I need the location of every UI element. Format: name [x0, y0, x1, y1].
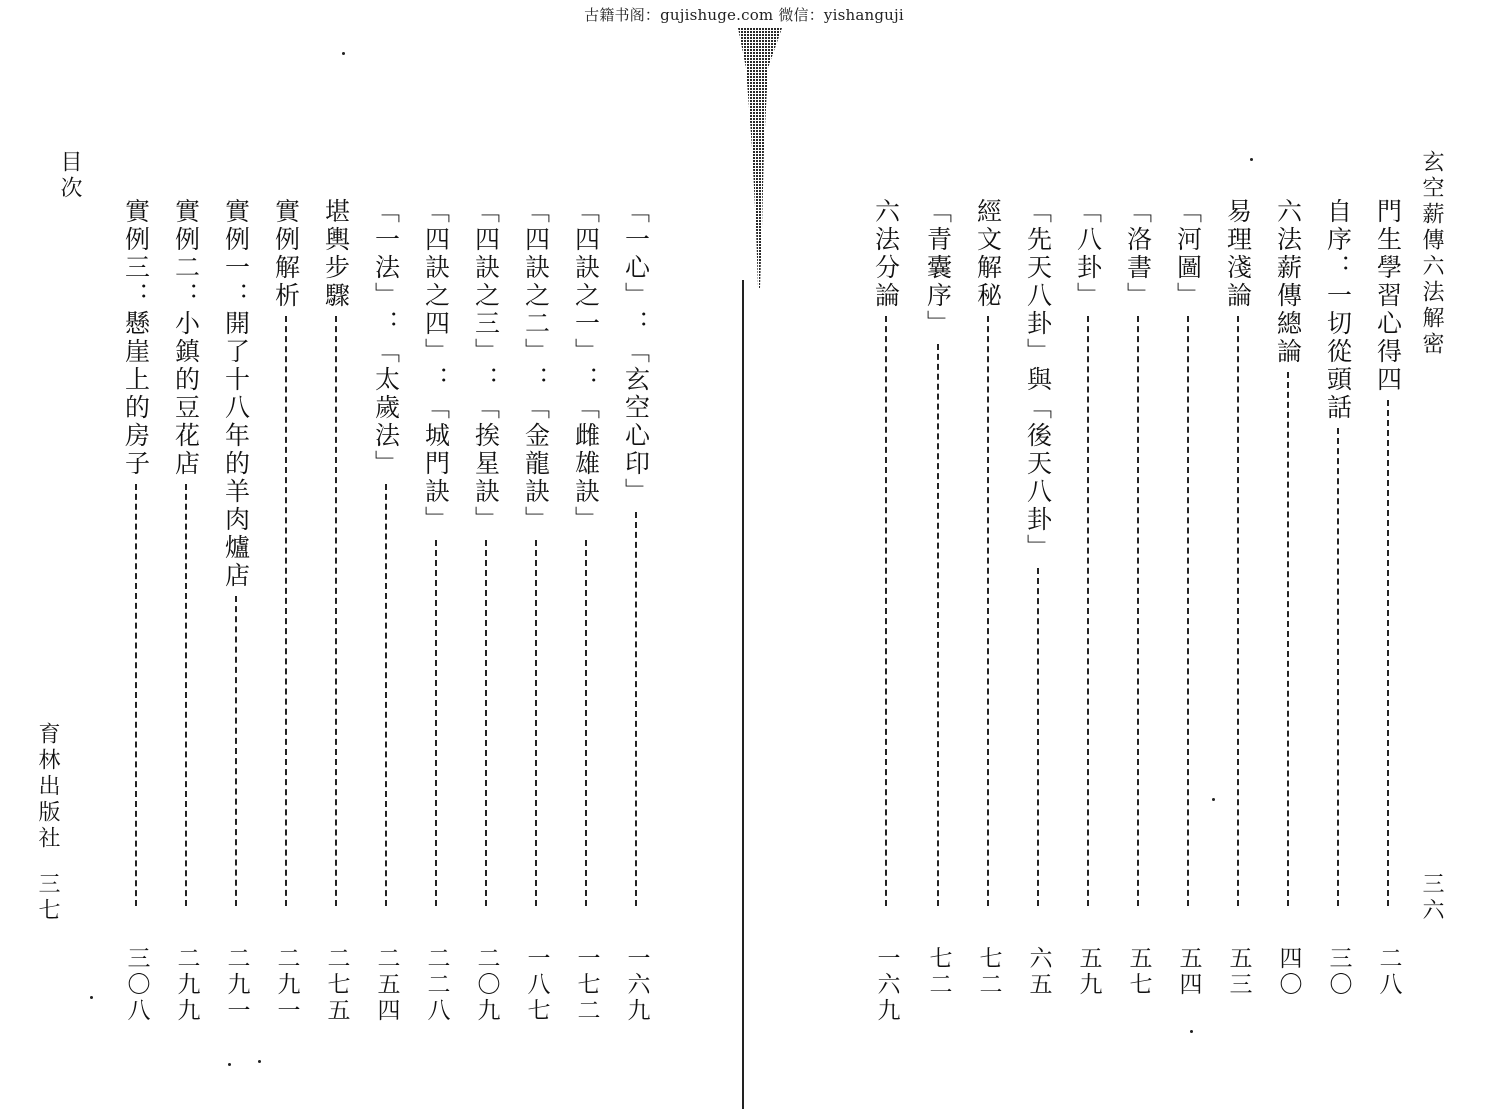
toc-leader-line	[1037, 568, 1039, 906]
toc-entry	[166, 198, 206, 1024]
toc-entry	[968, 198, 1008, 1018]
scan-speck	[228, 1063, 231, 1066]
toc-leader-line	[635, 512, 637, 906]
page-number: 三七	[35, 872, 60, 924]
toc-entry-page: 六五	[1025, 946, 1052, 998]
toc-entry	[416, 198, 456, 1024]
toc-entry	[266, 198, 306, 1024]
toc-entry-title: 「洛書」	[1123, 198, 1153, 310]
toc-entry-title: 自序：一切從頭話	[1323, 198, 1353, 422]
toc-entry	[366, 198, 406, 1024]
spine-shadow	[738, 28, 782, 288]
publisher-name: 育林出版社	[35, 722, 60, 852]
toc-entry	[616, 198, 656, 1024]
toc-leader-line	[285, 316, 287, 906]
toc-entry-page: 一六九	[623, 946, 650, 1024]
toc-leader-line	[1137, 316, 1139, 906]
toc-entry-title: 「先天八卦」與「後天八卦」	[1023, 198, 1053, 562]
toc-entry	[1018, 198, 1058, 1018]
toc-entry-page: 三〇八	[123, 946, 150, 1024]
toc-entry-page: 五三	[1225, 946, 1252, 998]
gutter-line	[742, 280, 744, 1109]
toc-leader-line	[1087, 316, 1089, 906]
toc-entry-page: 二九九	[173, 946, 200, 1024]
scan-speck	[258, 1060, 261, 1063]
toc-entry-page: 二九一	[273, 946, 300, 1024]
contents-header: 目次	[57, 150, 82, 202]
toc-leader-line	[135, 484, 137, 906]
toc-entry	[918, 198, 958, 1018]
toc-leader-line	[1337, 428, 1339, 906]
toc-entry-page: 三〇	[1325, 946, 1352, 998]
toc-entry-title: 經文解秘	[973, 198, 1003, 310]
toc-entry-page: 二九一	[223, 946, 250, 1024]
toc-leader-line	[1237, 316, 1239, 906]
scan-speck	[1190, 1030, 1193, 1033]
page-number: 三六	[1419, 872, 1444, 924]
toc-leader-line	[435, 540, 437, 906]
toc-entry	[1268, 198, 1308, 1018]
toc-entry-page: 一七二	[573, 946, 600, 1024]
toc-entry-title: 實例三：懸崖上的房子	[121, 198, 151, 478]
toc-entry-page: 二八	[1375, 946, 1402, 998]
toc-entry-page: 五四	[1175, 946, 1202, 998]
toc-leader-line	[1387, 400, 1389, 906]
toc-entry-title: 「河圖」	[1173, 198, 1203, 310]
scan-speck	[1250, 158, 1253, 161]
toc-entry	[116, 198, 156, 1024]
toc-entry	[466, 198, 506, 1024]
toc-entry-title: 「四訣之二」：「金龍訣」	[521, 198, 551, 534]
toc-entry	[1318, 198, 1358, 1018]
toc-entry-page: 七二	[975, 946, 1002, 998]
scan-speck	[1212, 798, 1215, 801]
toc-leader-line	[235, 596, 237, 906]
toc-leader-line	[1287, 372, 1289, 906]
scan-speck	[90, 996, 93, 999]
toc-entry	[516, 198, 556, 1024]
toc-entry	[1168, 198, 1208, 1018]
toc-entry-title: 六法薪傳總論	[1273, 198, 1303, 366]
toc-entry-title: 「四訣之一」：「雌雄訣」	[571, 198, 601, 534]
toc-entry	[566, 198, 606, 1024]
toc-entry-page: 七二	[925, 946, 952, 998]
toc-entry-title: 「一法」：「太歲法」	[371, 198, 401, 478]
toc-entry-title: 門生學習心得四	[1373, 198, 1403, 394]
toc-entry-title: 「四訣之四」：「城門訣」	[421, 198, 451, 534]
toc-entry-page: 五九	[1075, 946, 1102, 998]
toc-leader-line	[485, 540, 487, 906]
toc-entry-page: 四〇	[1275, 946, 1302, 998]
toc-entry-page: 二五四	[373, 946, 400, 1024]
toc-leader-line	[987, 316, 989, 906]
toc-entry-page: 五七	[1125, 946, 1152, 998]
toc-leader-line	[1187, 316, 1189, 906]
toc-entry-title: 「青囊序」	[923, 198, 953, 338]
toc-entry-page: 一六九	[873, 946, 900, 1024]
toc-entry	[1368, 198, 1408, 1018]
toc-entry	[1118, 198, 1158, 1018]
watermark-text: 古籍书阁：gujishuge.com 微信：yishanguji	[584, 6, 904, 24]
toc-entry-title: 實例一：開了十八年的羊肉爐店	[221, 198, 251, 590]
toc-leader-line	[185, 484, 187, 906]
toc-entry-page: 二七五	[323, 946, 350, 1024]
toc-entry-title: 「一心」：「玄空心印」	[621, 198, 651, 506]
toc-entry-title: 實例二：小鎮的豆花店	[171, 198, 201, 478]
toc-entry-title: 易理淺論	[1223, 198, 1253, 310]
toc-entry-page: 二〇九	[473, 946, 500, 1024]
toc-entry	[1068, 198, 1108, 1018]
toc-entry-page: 二二八	[423, 946, 450, 1024]
toc-leader-line	[885, 316, 887, 906]
toc-leader-line	[335, 316, 337, 906]
toc-entry-page: 一八七	[523, 946, 550, 1024]
toc-leader-line	[535, 540, 537, 906]
toc-leader-line	[385, 484, 387, 906]
toc-entry	[866, 198, 906, 1024]
toc-entry-title: 實例解析	[271, 198, 301, 310]
toc-entry	[216, 198, 256, 1024]
toc-entry-title: 「四訣之三」：「挨星訣」	[471, 198, 501, 534]
toc-leader-line	[937, 344, 939, 906]
toc-entry-title: 六法分論	[871, 198, 901, 310]
scan-speck	[342, 52, 345, 55]
toc-entry	[316, 198, 356, 1024]
book-title-header: 玄空薪傳六法解密	[1419, 150, 1444, 358]
toc-entry-title: 堪輿步驟	[321, 198, 351, 310]
toc-entry	[1218, 198, 1258, 1018]
toc-entry-title: 「八卦」	[1073, 198, 1103, 310]
toc-leader-line	[585, 540, 587, 906]
